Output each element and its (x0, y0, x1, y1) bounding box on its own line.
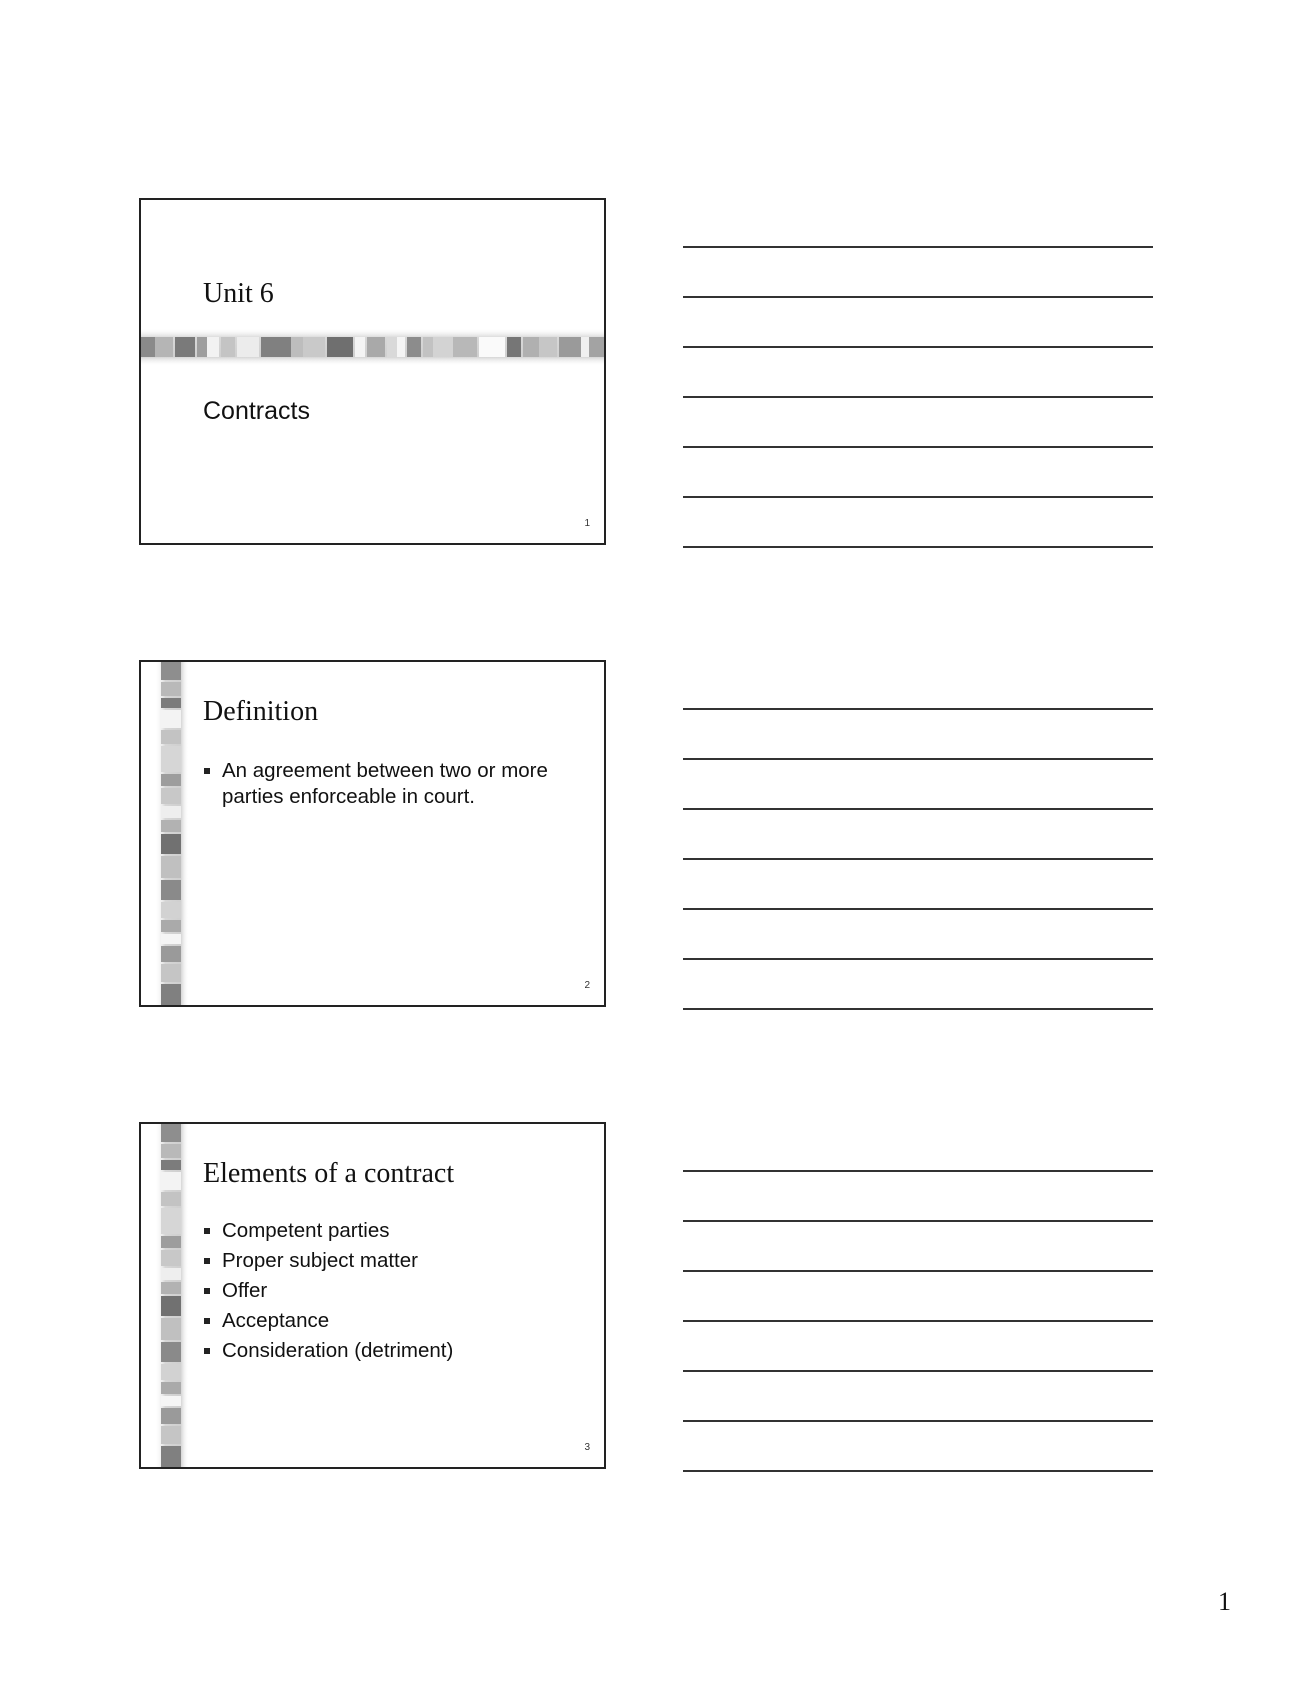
note-line (683, 808, 1153, 810)
note-line (683, 1220, 1153, 1222)
decorative-band (155, 662, 189, 1005)
bullet-item: Competent parties (203, 1216, 563, 1246)
note-line (683, 1320, 1153, 1322)
decorative-band (155, 1124, 189, 1467)
bullet-item: Acceptance (203, 1306, 563, 1336)
slide-thumbnail-1 (139, 198, 606, 545)
decorative-band (141, 328, 604, 366)
bullet-item: An agreement between two or more parties enforceable in court. (203, 758, 563, 810)
note-line (683, 958, 1153, 960)
slide-title: Elements of a contract (203, 1158, 455, 1189)
note-line (683, 446, 1153, 448)
note-line (683, 396, 1153, 398)
note-line (683, 496, 1153, 498)
note-line (683, 346, 1153, 348)
note-line (683, 246, 1153, 248)
note-line (683, 758, 1153, 760)
bullet-item: Offer (203, 1276, 563, 1306)
note-line (683, 1470, 1153, 1472)
note-line (683, 708, 1153, 710)
note-line (683, 908, 1153, 910)
slide-number: 2 (584, 980, 590, 991)
bullet-item: Consideration (detriment) (203, 1336, 563, 1366)
bullet-item: Proper subject matter (203, 1246, 563, 1276)
note-line (683, 858, 1153, 860)
slide-thumbnail-3 (139, 1122, 606, 1469)
bullet-list (203, 758, 563, 810)
bullet-list (203, 1216, 563, 1366)
slide-title: Unit 6 (203, 278, 274, 309)
note-line (683, 1170, 1153, 1172)
slide-number: 3 (584, 1442, 590, 1453)
slide-title: Definition (203, 696, 319, 727)
note-line (683, 1370, 1153, 1372)
note-line (683, 1008, 1153, 1010)
note-line (683, 1420, 1153, 1422)
slide-number: 1 (584, 518, 590, 529)
page-number: 1 (1218, 1587, 1231, 1616)
slide-thumbnail-2 (139, 660, 606, 1007)
slide-subtitle: Contracts (203, 397, 310, 425)
note-line (683, 296, 1153, 298)
note-line (683, 546, 1153, 548)
note-line (683, 1270, 1153, 1272)
